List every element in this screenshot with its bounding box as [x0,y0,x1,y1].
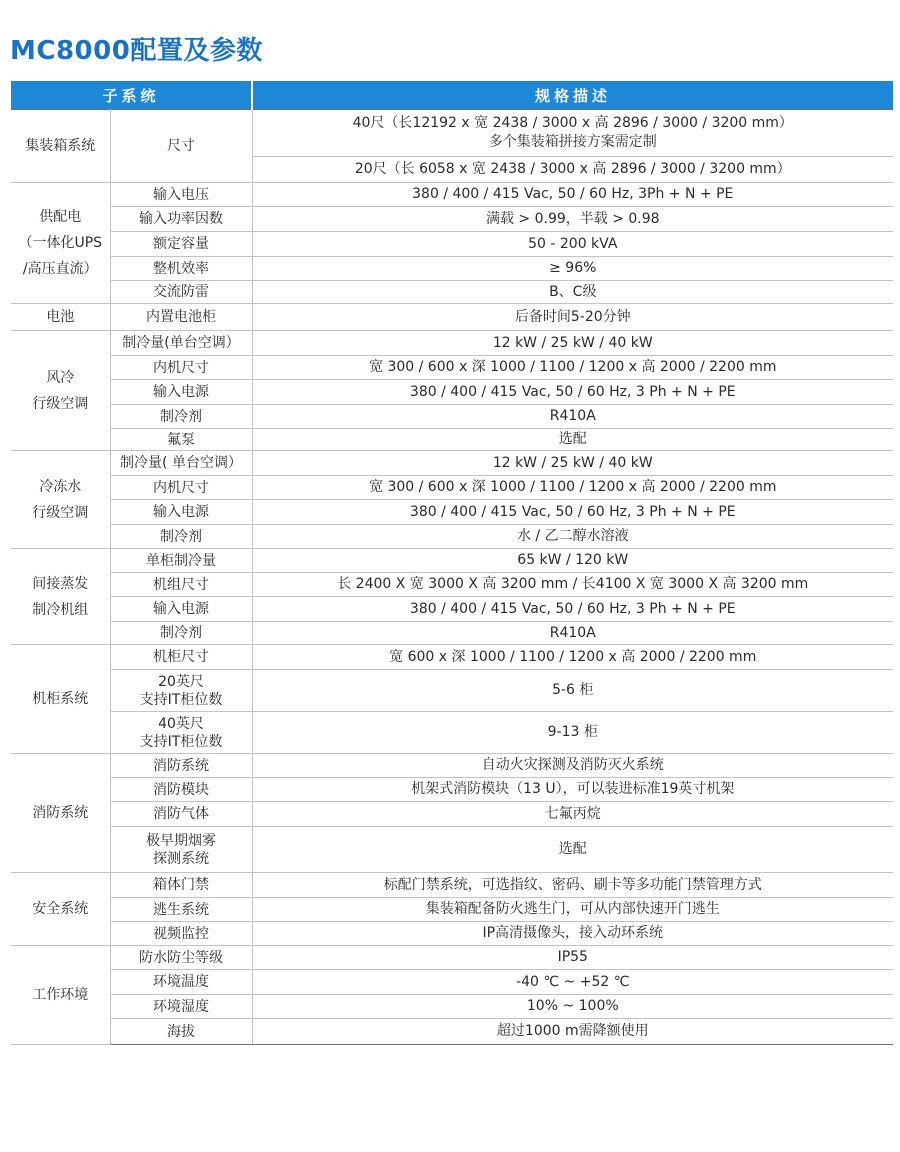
group-name: 电池 [11,304,110,331]
header-subsystem: 子系统 [11,81,252,110]
table-row [11,622,893,645]
spec-value: 50 - 200 kVA [252,232,893,257]
spec-value: 380 / 400 / 415 Vac, 50 / 60 Hz, 3 Ph + N + PE [252,380,893,405]
table-row [11,525,893,549]
spec-value: 水 / 乙二醇水溶液 [252,525,893,549]
item-name: 输入功率因数 [110,207,252,232]
item-name: 20英尺 支持IT柜位数 [110,670,252,712]
item-name: 箱体门禁 [110,873,252,898]
table-row [11,232,893,257]
spec-value: IP55 [252,946,893,970]
item-name: 输入电源 [110,380,252,405]
item-name: 视频监控 [110,922,252,946]
spec-value: 机架式消防模块（13 U），可以装进标准19英寸机架 [252,778,893,802]
item-name: 防水防尘等级 [110,946,252,970]
spec-value: 集装箱配备防火逃生门，可从内部快速开门逃生 [252,898,893,922]
item-name: 极早期烟雾 探测系统 [110,827,252,873]
group-name: 冷冻水 行级空调 [11,451,110,549]
table-row [11,183,893,207]
item-name: 输入电源 [110,500,252,525]
group-name: 消防系统 [11,754,110,873]
item-name: 输入电源 [110,597,252,622]
table-row [11,429,893,451]
spec-value: 宽 300 / 600 x 深 1000 / 1100 / 1200 x 高 2000 / 2200 mm [252,476,893,500]
item-name: 制冷剂 [110,622,252,645]
spec-value: 20尺（长 6058 x 宽 2438 / 3000 x 高 2896 / 3000 / 3200 mm） [252,157,893,183]
table-row [11,549,893,573]
table-row [11,451,893,476]
item-name: 额定容量 [110,232,252,257]
spec-value: 满载 > 0.99，半载 > 0.98 [252,207,893,232]
item-name: 消防系统 [110,754,252,778]
table-row [11,778,893,802]
group-name: 安全系统 [11,873,110,946]
spec-value: 自动火灾探测及消防灭火系统 [252,754,893,778]
table-row [11,946,893,970]
table-row [11,1019,893,1045]
table-row [11,922,893,946]
table-row [11,257,893,281]
table-row [11,712,893,754]
item-name: 尺寸 [110,110,252,183]
spec-value: 5-6 柜 [252,670,893,712]
spec-value: 65 kW / 120 kW [252,549,893,573]
table-row [11,380,893,405]
spec-value: 宽 300 / 600 x 深 1000 / 1100 / 1200 x 高 2000 / 2200 mm [252,356,893,380]
item-name: 内机尺寸 [110,356,252,380]
spec-value: B、C级 [252,281,893,304]
item-name: 制冷剂 [110,525,252,549]
item-name: 氟泵 [110,429,252,451]
item-name: 内置电池柜 [110,304,252,331]
table-row [11,304,893,331]
spec-table-body [11,110,893,1045]
page-title: MC8000配置及参数 [10,36,263,66]
spec-value: R410A [252,622,893,645]
table-row [11,754,893,778]
item-name: 40英尺 支持IT柜位数 [110,712,252,754]
item-name: 环境温度 [110,970,252,995]
group-name: 间接蒸发 制冷机组 [11,549,110,645]
spec-value: ≥ 96% [252,257,893,281]
table-row [11,331,893,356]
item-name: 内机尺寸 [110,476,252,500]
item-name: 消防气体 [110,802,252,827]
spec-value: 380 / 400 / 415 Vac, 50 / 60 Hz, 3Ph + N + PE [252,183,893,207]
spec-value: 选配 [252,827,893,873]
spec-value: R410A [252,405,893,429]
item-name: 机组尺寸 [110,573,252,597]
spec-value: 选配 [252,429,893,451]
group-name: 集装箱系统 [11,110,110,183]
item-name: 制冷剂 [110,405,252,429]
table-row [11,597,893,622]
table-row [11,645,893,670]
group-name: 机柜系统 [11,645,110,754]
item-name: 单柜制冷量 [110,549,252,573]
spec-value: 后备时间5-20分钟 [252,304,893,331]
table-row [11,898,893,922]
spec-value: IP高清摄像头，接入动环系统 [252,922,893,946]
table-row [11,405,893,429]
spec-value: 长 2400 X 宽 3000 X 高 3200 mm / 长4100 X 宽 3000 X 高 3200 mm [252,573,893,597]
table-row [11,995,893,1019]
item-name: 机柜尺寸 [110,645,252,670]
table-row [11,873,893,898]
spec-value: 宽 600 x 深 1000 / 1100 / 1200 x 高 2000 / 2200 mm [252,645,893,670]
group-name: 工作环境 [11,946,110,1045]
table-row [11,356,893,380]
table-row [11,827,893,873]
table-row [11,281,893,304]
spec-value: 超过1000 m需降额使用 [252,1019,893,1045]
group-name: 供配电 （一体化UPS /高压直流） [11,183,110,304]
item-name: 消防模块 [110,778,252,802]
spec-value: 标配门禁系统，可选指纹、密码、刷卡等多功能门禁管理方式 [252,873,893,898]
table-header-row [11,81,893,110]
item-name: 海拔 [110,1019,252,1045]
item-name: 制冷量(单台空调） [110,331,252,356]
table-row [11,670,893,712]
spec-value: 380 / 400 / 415 Vac, 50 / 60 Hz, 3 Ph + N + PE [252,597,893,622]
group-name: 风冷 行级空调 [11,331,110,451]
header-spec: 规格描述 [252,81,893,110]
spec-value: 9-13 柜 [252,712,893,754]
item-name: 输入电压 [110,183,252,207]
table-row [11,802,893,827]
spec-table [11,81,893,1045]
table-row [11,476,893,500]
spec-value: 七氟丙烷 [252,802,893,827]
spec-value: 380 / 400 / 415 Vac, 50 / 60 Hz, 3 Ph + N + PE [252,500,893,525]
table-row [11,573,893,597]
table-row [11,207,893,232]
spec-value: 40尺（长12192 x 宽 2438 / 3000 x 高 2896 / 3000 / 3200 mm） 多个集装箱拼接方案需定制 [252,110,893,157]
item-name: 制冷量( 单台空调） [110,451,252,476]
table-row [11,970,893,995]
item-name: 逃生系统 [110,898,252,922]
item-name: 环境湿度 [110,995,252,1019]
spec-value: -40 ℃ ~ +52 ℃ [252,970,893,995]
spec-value: 12 kW / 25 kW / 40 kW [252,331,893,356]
spec-value: 10% ~ 100% [252,995,893,1019]
item-name: 整机效率 [110,257,252,281]
table-row [11,110,893,157]
item-name: 交流防雷 [110,281,252,304]
spec-value: 12 kW / 25 kW / 40 kW [252,451,893,476]
table-row [11,500,893,525]
